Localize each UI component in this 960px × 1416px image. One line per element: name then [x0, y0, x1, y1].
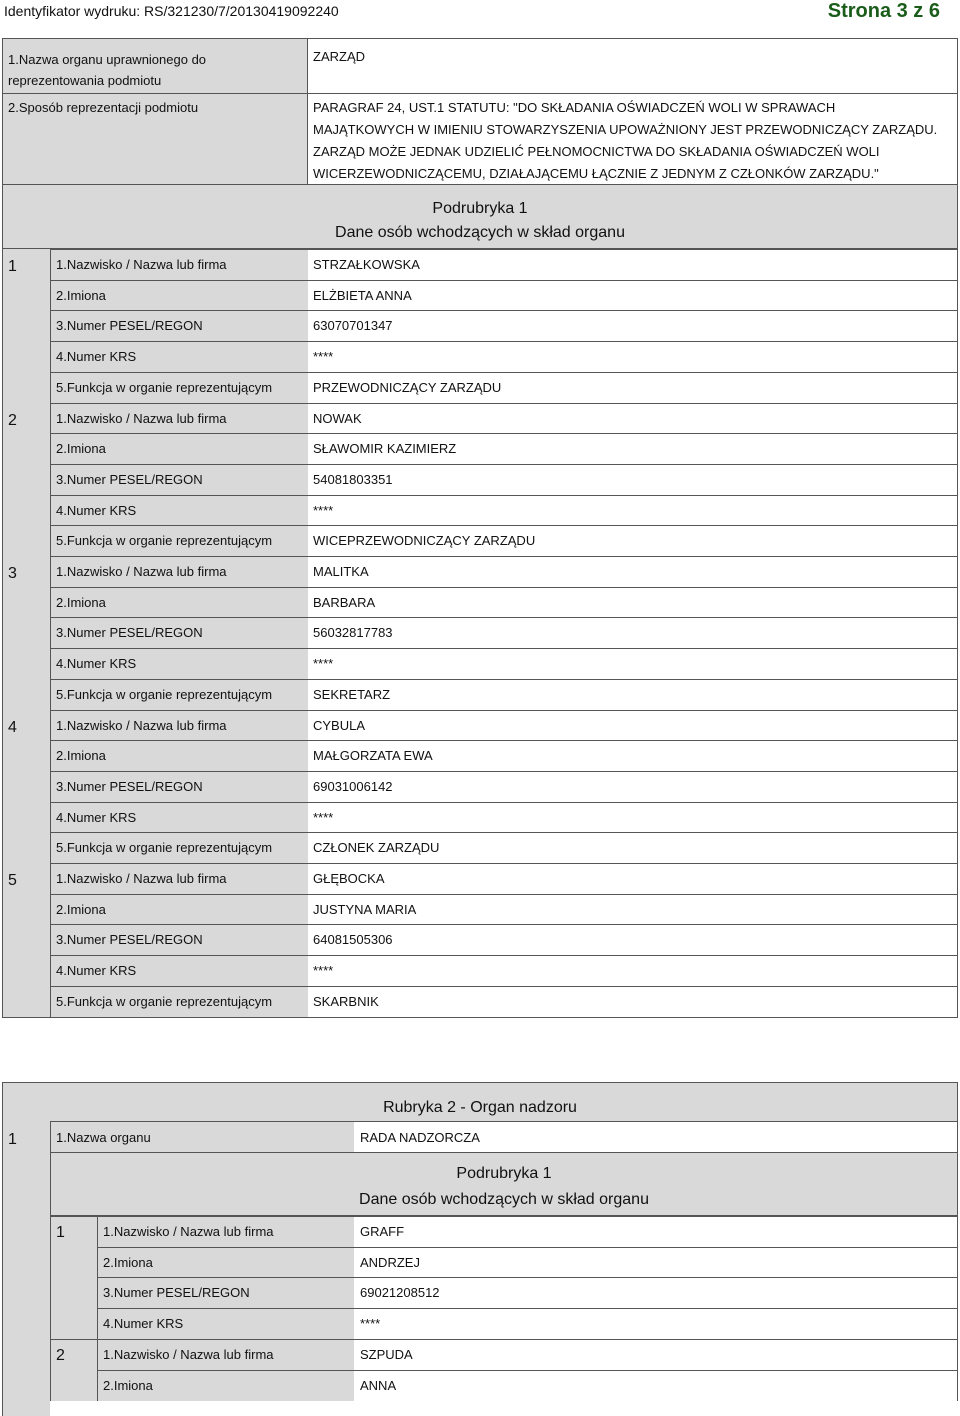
member-field-value-cell: [307, 955, 958, 987]
member-names: MAŁGORZATA EWA: [313, 748, 433, 764]
print-identifier: Identyfikator wydruku: RS/321230/7/20130419092240: [4, 3, 339, 19]
s2-member-field-label: 1.Nazwisko / Nazwa lub firma: [103, 1346, 274, 1362]
member-field-value-cell: [307, 495, 958, 527]
member-index: 1: [8, 258, 17, 275]
member-names: BARBARA: [313, 594, 376, 610]
s2-member-field-value-cell: [354, 1277, 958, 1309]
s2-member-field-value-cell: [354, 1339, 958, 1371]
section2-subsection-subtitle: Dane osób wchodzących w skład organu: [359, 1191, 649, 1208]
organ-value: ZARZĄD: [313, 49, 365, 64]
member-function: SEKRETARZ: [313, 686, 391, 702]
s2-member-field-value-cell: [354, 1216, 958, 1248]
member-field-label: 1.Nazwisko / Nazwa lub firma: [56, 564, 227, 579]
method-line-2: MAJĄTKOWYCH W IMIENIU STOWARZYSZENIA UPOWAŻNIONY JEST PRZEWODNICZĄCY ZARZĄDU.: [313, 122, 938, 137]
member-krs: ****: [313, 809, 334, 825]
organ-value-cell: [307, 38, 958, 94]
subsection-subtitle: Dane osób wchodzących w skład organu: [335, 224, 625, 241]
member-function: WICEPRZEWODNICZĄCY ZARZĄDU: [313, 533, 536, 549]
member-function: CZŁONEK ZARZĄDU: [313, 840, 440, 856]
member-field-label: 5.Funkcja w organie reprezentującym: [56, 993, 273, 1009]
member-field-label: 2.Imiona: [56, 287, 106, 303]
member-field-label: 1.Nazwisko / Nazwa lub firma: [56, 410, 227, 426]
section2-index: 1: [8, 1131, 17, 1148]
subsection-header: [2, 185, 958, 249]
member-field-label: 3.Numer PESEL/REGON: [56, 932, 203, 948]
member-surname: NOWAK: [313, 410, 362, 426]
member-surname: CYBULA: [313, 717, 366, 733]
member-field-value-cell: [307, 648, 958, 680]
member-field-label: 3.Numer PESEL/REGON: [56, 778, 203, 794]
member-field-label: 4.Numer KRS: [56, 963, 137, 979]
member-surname: GŁĘBOCKA: [313, 871, 385, 886]
member-field-value-cell: [307, 341, 958, 373]
member-field-value-cell: [307, 556, 958, 588]
member-function: SKARBNIK: [313, 993, 379, 1009]
s2-member-names: ANNA: [360, 1377, 397, 1393]
member-field-value-cell: [307, 310, 958, 342]
member-index: 5: [8, 872, 17, 889]
member-field-label: 1.Nazwisko / Nazwa lub firma: [56, 717, 227, 733]
s2-member-field-value-cell: [354, 1247, 958, 1279]
member-pesel: 69031006142: [313, 778, 393, 794]
s2-member-surname: SZPUDA: [360, 1346, 413, 1362]
member-field-label: 4.Numer KRS: [56, 809, 137, 825]
member-pesel: 63070701347: [313, 318, 393, 334]
member-field-value-cell: [307, 802, 958, 834]
member-surname: STRZAŁKOWSKA: [313, 257, 420, 272]
method-line-4: WICERZEWODNICZĄCEMU, DZIAŁAJĄCEMU ŁĄCZNIE Z JEDNYM Z CZŁONKÓW ZARZĄDU.": [313, 166, 879, 181]
member-field-label: 5.Funkcja w organie reprezentującym: [56, 840, 273, 856]
s2-member-index: 1: [56, 1224, 65, 1241]
member-names: JUSTYNA MARIA: [313, 901, 417, 917]
member-field-label: 2.Imiona: [56, 441, 106, 457]
s2-member-field-value-cell: [354, 1370, 958, 1402]
s2-member-field-label: 3.Numer PESEL/REGON: [103, 1285, 250, 1301]
member-field-label: 2.Imiona: [56, 901, 106, 917]
s2-member-names: ANDRZEJ: [360, 1254, 420, 1270]
member-index: 4: [8, 718, 17, 736]
section2-organ-value: RADA NADZORCZA: [360, 1130, 480, 1145]
s2-member-index: 2: [56, 1346, 65, 1364]
s2-member-field-label: 1.Nazwisko / Nazwa lub firma: [103, 1224, 274, 1239]
member-field-value-cell: [307, 617, 958, 649]
s2-member-pesel: 69021208512: [360, 1285, 440, 1301]
member-pesel: 56032817783: [313, 625, 393, 641]
member-surname: MALITKA: [313, 564, 369, 579]
member-pesel: 64081505306: [313, 932, 393, 948]
member-field-value-cell: [307, 986, 958, 1018]
member-field-label: 5.Funkcja w organie reprezentującym: [56, 379, 273, 395]
s2-member-field-label: 2.Imiona: [103, 1377, 153, 1393]
member-field-label: 4.Numer KRS: [56, 502, 137, 518]
member-krs: ****: [313, 349, 334, 365]
method-line-3: ZARZĄD MOŻE JEDNAK UDZIELIĆ PEŁNOMOCNICTWA DO SKŁADANIA OŚWIADCZEŃ WOLI: [313, 144, 880, 159]
method-label: 2.Sposób reprezentacji podmiotu: [8, 100, 199, 115]
s2-member-field-label: 2.Imiona: [103, 1254, 153, 1270]
s2-member-field-label: 4.Numer KRS: [103, 1316, 184, 1332]
subsection-title: Podrubryka 1: [432, 200, 528, 217]
section2-title: Rubryka 2 - Organ nadzoru: [383, 1099, 577, 1116]
member-field-value-cell: [307, 587, 958, 619]
member-field-label: 3.Numer PESEL/REGON: [56, 471, 203, 487]
members-table-bottom-border: [2, 1017, 958, 1018]
s2-member-field-value-cell: [354, 1308, 958, 1340]
section2-header: [2, 1082, 958, 1122]
member-field-label: 2.Imiona: [56, 748, 106, 764]
member-field-label: 2.Imiona: [56, 594, 106, 610]
member-krs: ****: [313, 656, 334, 672]
page-number: Strona 3 z 6: [827, 0, 940, 22]
member-field-label: 4.Numer KRS: [56, 349, 137, 365]
member-field-label: 5.Funkcja w organie reprezentującym: [56, 533, 273, 549]
member-field-label: 5.Funkcja w organie reprezentującym: [56, 686, 273, 702]
member-field-label: 1.Nazwisko / Nazwa lub firma: [56, 257, 227, 272]
member-field-value-cell: [307, 464, 958, 496]
member-field-value-cell: [307, 710, 958, 742]
member-krs: ****: [313, 502, 334, 518]
organ-label: 1.Nazwa organu uprawnionego do reprezentowania podmiotu: [8, 52, 207, 88]
section2-subsection-header: [50, 1152, 958, 1216]
member-names: SŁAWOMIR KAZIMIERZ: [313, 441, 457, 457]
member-field-label: 4.Numer KRS: [56, 656, 137, 672]
s2-member-surname: GRAFF: [360, 1224, 405, 1239]
member-field-value-cell: [307, 924, 958, 956]
member-krs: ****: [313, 963, 334, 979]
member-field-value-cell: [307, 679, 958, 711]
s2-member-krs: ****: [360, 1316, 381, 1332]
member-field-value-cell: [307, 771, 958, 803]
member-pesel: 54081803351: [313, 471, 393, 487]
member-index: 2: [8, 411, 17, 429]
member-field-label: 1.Nazwisko / Nazwa lub firma: [56, 871, 227, 886]
member-function: PRZEWODNICZĄCY ZARZĄDU: [313, 379, 502, 395]
member-field-label: 3.Numer PESEL/REGON: [56, 318, 203, 334]
member-field-label: 3.Numer PESEL/REGON: [56, 625, 203, 641]
member-field-value-cell: [307, 403, 958, 435]
section2-index-column: [2, 1121, 50, 1416]
method-line-1: PARAGRAF 24, UST.1 STATUTU: "DO SKŁADANIA OŚWIADCZEŃ WOLI W SPRAWACH: [313, 100, 836, 115]
section2-subsection-title: Podrubryka 1: [456, 1165, 552, 1182]
member-index: 3: [8, 565, 17, 582]
member-field-value-cell: [307, 863, 958, 895]
member-names: ELŻBIETA ANNA: [313, 287, 412, 303]
section2-organ-label: 1.Nazwa organu: [56, 1130, 151, 1145]
